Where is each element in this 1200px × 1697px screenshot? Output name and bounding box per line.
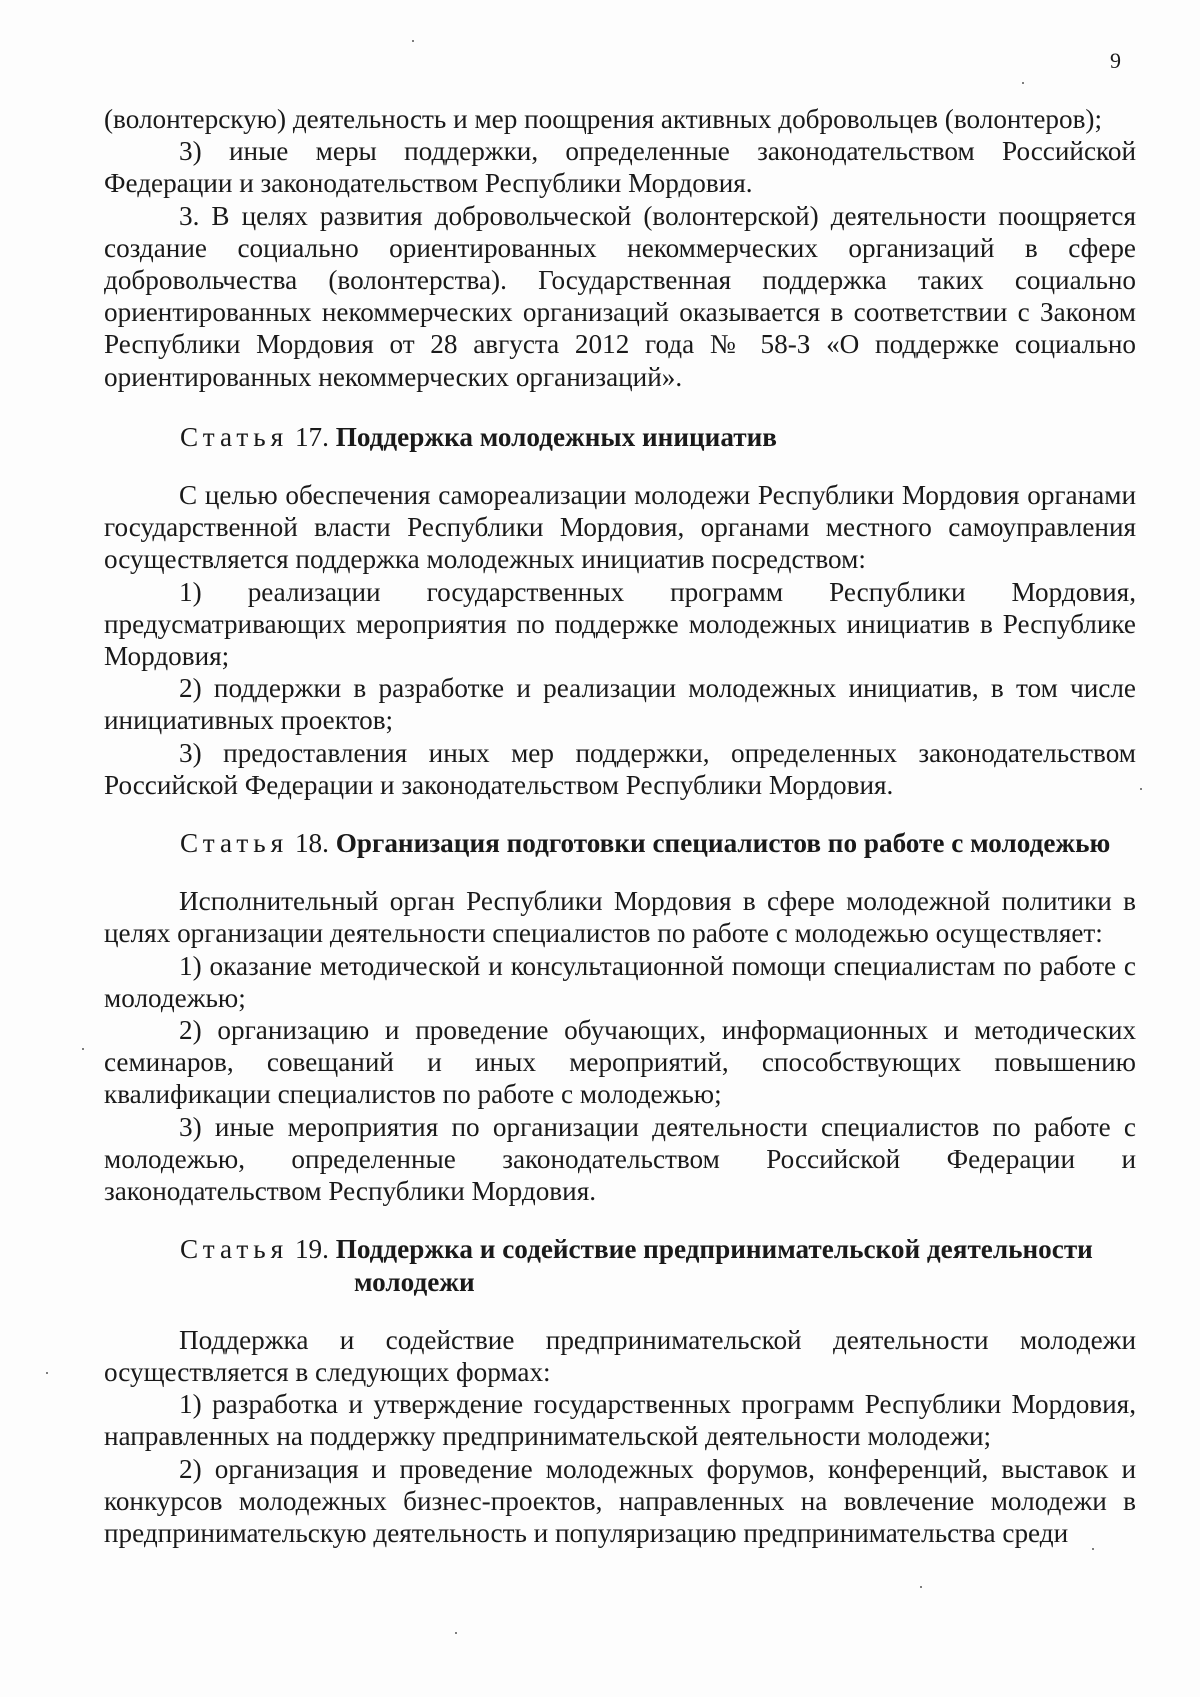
article-label: Статья bbox=[180, 1234, 289, 1265]
paragraph: 3. В целях развития добровольческой (волонтерской) деятельности поощряется создание социально ориентированных некоммерческих организаций в сфере добровольчества (волонтерства). Государственная поддержка таких социально ориентированных некоммерческих организаций оказывается в соответствии с Законом Республики Мордовия от 28 августа 2012 года № 58-З «О поддержке социально ориентированных некоммерческих организаций». bbox=[104, 200, 1136, 392]
scan-speck bbox=[412, 40, 414, 42]
scan-speck bbox=[1022, 82, 1024, 84]
paragraph: 2) организацию и проведение обучающих, информационных и методических семинаров, совещаний и иных мероприятий, способствующих повышению квалификации специалистов по работе с молодежью; bbox=[104, 1015, 1136, 1110]
article-label: Статья bbox=[180, 421, 289, 452]
article-number: 18. bbox=[294, 828, 329, 859]
scan-speck bbox=[1092, 1548, 1094, 1550]
article-18-heading bbox=[104, 827, 1136, 859]
article-19-heading bbox=[104, 1233, 1136, 1297]
page-content bbox=[104, 103, 1136, 1549]
paragraph: 3) иные мероприятия по организации деятельности специалистов по работе с молодежью, определенные законодательством Российской Федерации и законодательством Республики Мордовия. bbox=[104, 1111, 1136, 1207]
paragraph: С целью обеспечения самореализации молодежи Республики Мордовия органами государственной власти Республики Мордовия, органами местного самоуправления осуществляется поддержка молодежных инициатив посредством: bbox=[104, 480, 1136, 575]
article-title: Поддержка и содействие предпринимательской деятельности молодежи bbox=[335, 1234, 1093, 1297]
scan-speck bbox=[1140, 788, 1142, 790]
article-number: 17. bbox=[294, 421, 329, 452]
scan-speck bbox=[46, 1372, 48, 1374]
paragraph: 1) оказание методической и консультационной помощи специалистам по работе с молодежью; bbox=[104, 950, 1136, 1013]
paragraph: 3) предоставления иных мер поддержки, определенных законодательством Российской Федерации и законодательством Республики Мордовия. bbox=[104, 737, 1136, 800]
article-number: 19. bbox=[294, 1234, 329, 1265]
paragraph: 2) поддержки в разработке и реализации молодежных инициатив, в том числе инициативных проектов; bbox=[104, 673, 1136, 736]
paragraph: Исполнительный орган Республики Мордовия в сфере молодежной политики в целях организации деятельности специалистов по работе с молодежью осуществляет: bbox=[104, 886, 1136, 949]
paragraph: 3) иные меры поддержки, определенные законодательством Российской Федерации и законодательством Республики Мордовия. bbox=[104, 136, 1136, 199]
paragraph: (волонтерскую) деятельность и мер поощрения активных добровольцев (волонтеров); bbox=[104, 104, 1103, 134]
article-label: Статья bbox=[180, 828, 289, 859]
scan-speck bbox=[82, 1048, 84, 1050]
scan-speck bbox=[920, 1586, 922, 1588]
article-title: Организация подготовки специалистов по работе с молодежью bbox=[335, 828, 1111, 859]
article-17-heading bbox=[104, 421, 1136, 453]
paragraph: 2) организация и проведение молодежных форумов, конференций, выставок и конкурсов молодежных бизнес-проектов, направленных на вовлечение молодежи в предпринимательскую деятельность и популяризацию предпринимательства среди bbox=[104, 1453, 1136, 1548]
scan-speck bbox=[455, 1632, 457, 1634]
article-title: Поддержка молодежных инициатив bbox=[335, 421, 777, 452]
page-number: 9 bbox=[1110, 48, 1121, 73]
paragraph: 1) разработка и утверждение государственных программ Республики Мордовия, направленных на поддержку предпринимательской деятельности молодежи; bbox=[104, 1389, 1136, 1452]
paragraph: 1) реализации государственных программ Республики Мордовия, предусматривающих мероприятия по поддержке молодежных инициатив в Республике Мордовия; bbox=[104, 576, 1136, 672]
paragraph: Поддержка и содействие предпринимательской деятельности молодежи осуществляется в следующих формах: bbox=[104, 1324, 1136, 1387]
